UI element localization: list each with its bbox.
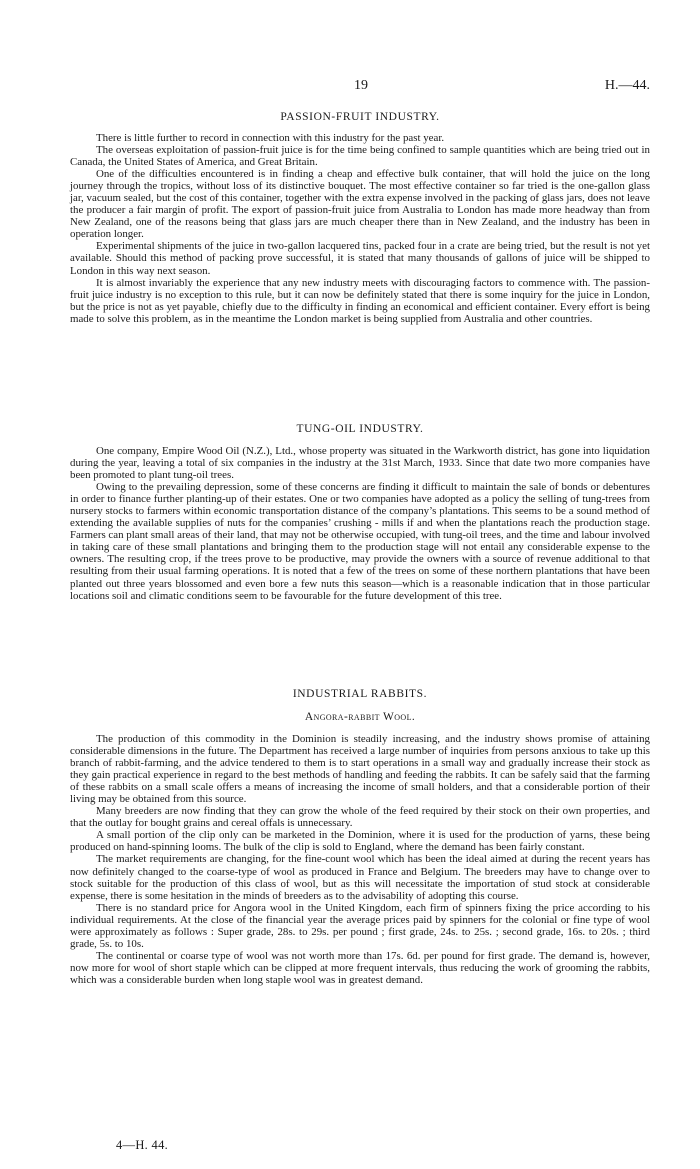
tung-oil-section (70, 445, 650, 602)
passion-paragraph-4: Experimental shipments of the juice in two-gallon lacquered tins, packed four in a crate are being tried, but the result is not yet available. Should this method of packing prove successful, it is stated that many thousands of gallons of juice will be shipped to London in this way next season. (70, 240, 650, 277)
page-number: 19 (354, 78, 368, 93)
tung-paragraph-1: One company, Empire Wood Oil (N.Z.), Ltd., whose property was situated in the Warkworth district, has gone into liquidation during the year, leaving a total of six companies in the industry at the 31st March, 1933. Since that date two more companies have been promoted to plant tung-oil trees. (70, 445, 650, 482)
passion-paragraph-2: The overseas exploitation of passion-fruit juice is for the time being confined to sample quantities which are being tried out in Canada, the United States of America, and Great Britain. (70, 144, 650, 169)
document-reference: H.—44. (604, 78, 650, 93)
rabbits-paragraph-2: Many breeders are now finding that they can grow the whole of the feed required by their stock on their own properties, and that the outlay for bought grains and cereal offals is unnecessary. (70, 805, 650, 830)
signature-mark: 4—H. 44. (116, 1138, 169, 1152)
rabbits-paragraph-4: The market requirements are changing, for the fine-count wool which has been the ideal aimed at during the recent years has now definitely changed to the coarse-type of wool as produced in France and Belgium. The breeders may have to change over to stock suitable for the production of this class of wool, but as this will necessitate the importation of stud stock at considerable expense, there is some hesitation in the minds of breeders as to the advisability of adopting this course. (70, 853, 650, 902)
angora-subtitle: Angora-rabbit Wool. (304, 711, 416, 723)
tung-oil-title: TUNG-OIL INDUSTRY. (296, 423, 424, 435)
industrial-rabbits-section (70, 733, 650, 986)
passion-paragraph-1: There is little further to record in connection with this industry for the past year. (96, 132, 445, 144)
rabbits-paragraph-1: The production of this commodity in the Dominion is steadily increasing, and the industry shows promise of attaining considerable dimensions in the future. The Department has received a large number of inquiries from persons anxious to take up this branch of rabbit-farming, and the advice tendered to them is to start operations in a small way and gradually increase their stock as they gain practical experience in regard to the best methods of handling and feeding the rabbits. It can be safely said that the farming of these rabbits on a small scale offers a means of increasing the income of small holders, and that a considerable portion of their living may be obtained from this source. (70, 733, 650, 806)
tung-paragraph-2: Owing to the prevailing depression, some of these concerns are finding it difficult to maintain the sale of bonds or debentures in order to finance further planting-up of their estates. One or two companies have adopted as a policy the selling of tung-trees from nursery stocks to farmers within economic transportation distance of the company’s plantations. This seems to be a sound method of extending the available supplies of nuts for the companies’ crushing - mills if and when the plantations reach the production stage. Farmers can plant small areas of their land, that may not be otherwise occupied, with tung-oil trees, and the time and labour involved in taking care of these small plantations and bringing them to the production stage will not entail any considerable expense to the owners. The resulting crop, if the trees prove to be productive, may provide the owners with a source of revenue additional to that resulting from their usual farming operations. It is noted that a few of the trees on some of these northern plantations that have been planted out three years blossomed and even bore a few nuts this season—which is a reasonable indication that in those particular locations soil and climatic conditions seem to be favourable for the future development of this tree. (70, 481, 650, 602)
rabbits-paragraph-3: A small portion of the clip only can be marketed in the Dominion, where it is used for the production of yarns, these being produced on hand-spinning looms. The bulk of the clip is sold to England, where the demand has been fairly constant. (70, 829, 650, 854)
rabbits-paragraph-5: There is no standard price for Angora wool in the United Kingdom, each firm of spinners fixing the price according to his individual requirements. At the close of the financial year the average prices paid by spinners for the colonial or fine type of wool were approximately as follows : Super grade, 28s. to 29s. per pound ; first grade, 24s. to 25s. ; second grade, 16s. to 20s. ; third grade, 5s. to 10s. (70, 901, 650, 950)
industrial-rabbits-title: INDUSTRIAL RABBITS. (292, 688, 428, 700)
passion-paragraph-3: One of the difficulties encountered is in finding a cheap and effective bulk container, that will hold the juice on the long journey through the tropics, without loss of its distinctive bouquet. The most effective container so far tried is the one-gallon glass jar, vacuum sealed, but the cost of this container, together with the extra expense involved in the packing of glass jars, does not leave the producer a fair margin of profit. The export of passion-fruit juice from Australia to London has made more headway than from New Zealand, one of the reasons being that glass jars are much cheaper there than in New Zealand, and the industry has been in operation longer. (70, 168, 650, 241)
passion-paragraph-5: It is almost invariably the experience that any new industry meets with discouraging factors to commence with. The passion-fruit juice industry is no exception to this rule, but it can now be definitely stated that there is some inquiry for the juice in London, but the price is not as yet payable, chiefly due to the difficulty in finding an economical and efficient container. Every effort is being made to solve this problem, as in the meantime the London market is being supplied from Australia and other countries. (70, 276, 650, 325)
rabbits-paragraph-6: The continental or coarse type of wool was not worth more than 17s. 6d. per pound for first grade. The demand is, however, now more for wool of short staple which can be clipped at more frequent intervals, thus reducing the work of grooming the rabbits, which was a considerable burden when long staple wool was in greatest demand. (70, 949, 650, 986)
passion-fruit-section (70, 132, 650, 325)
passion-fruit-title: PASSION-FRUIT INDUSTRY. (280, 111, 440, 123)
